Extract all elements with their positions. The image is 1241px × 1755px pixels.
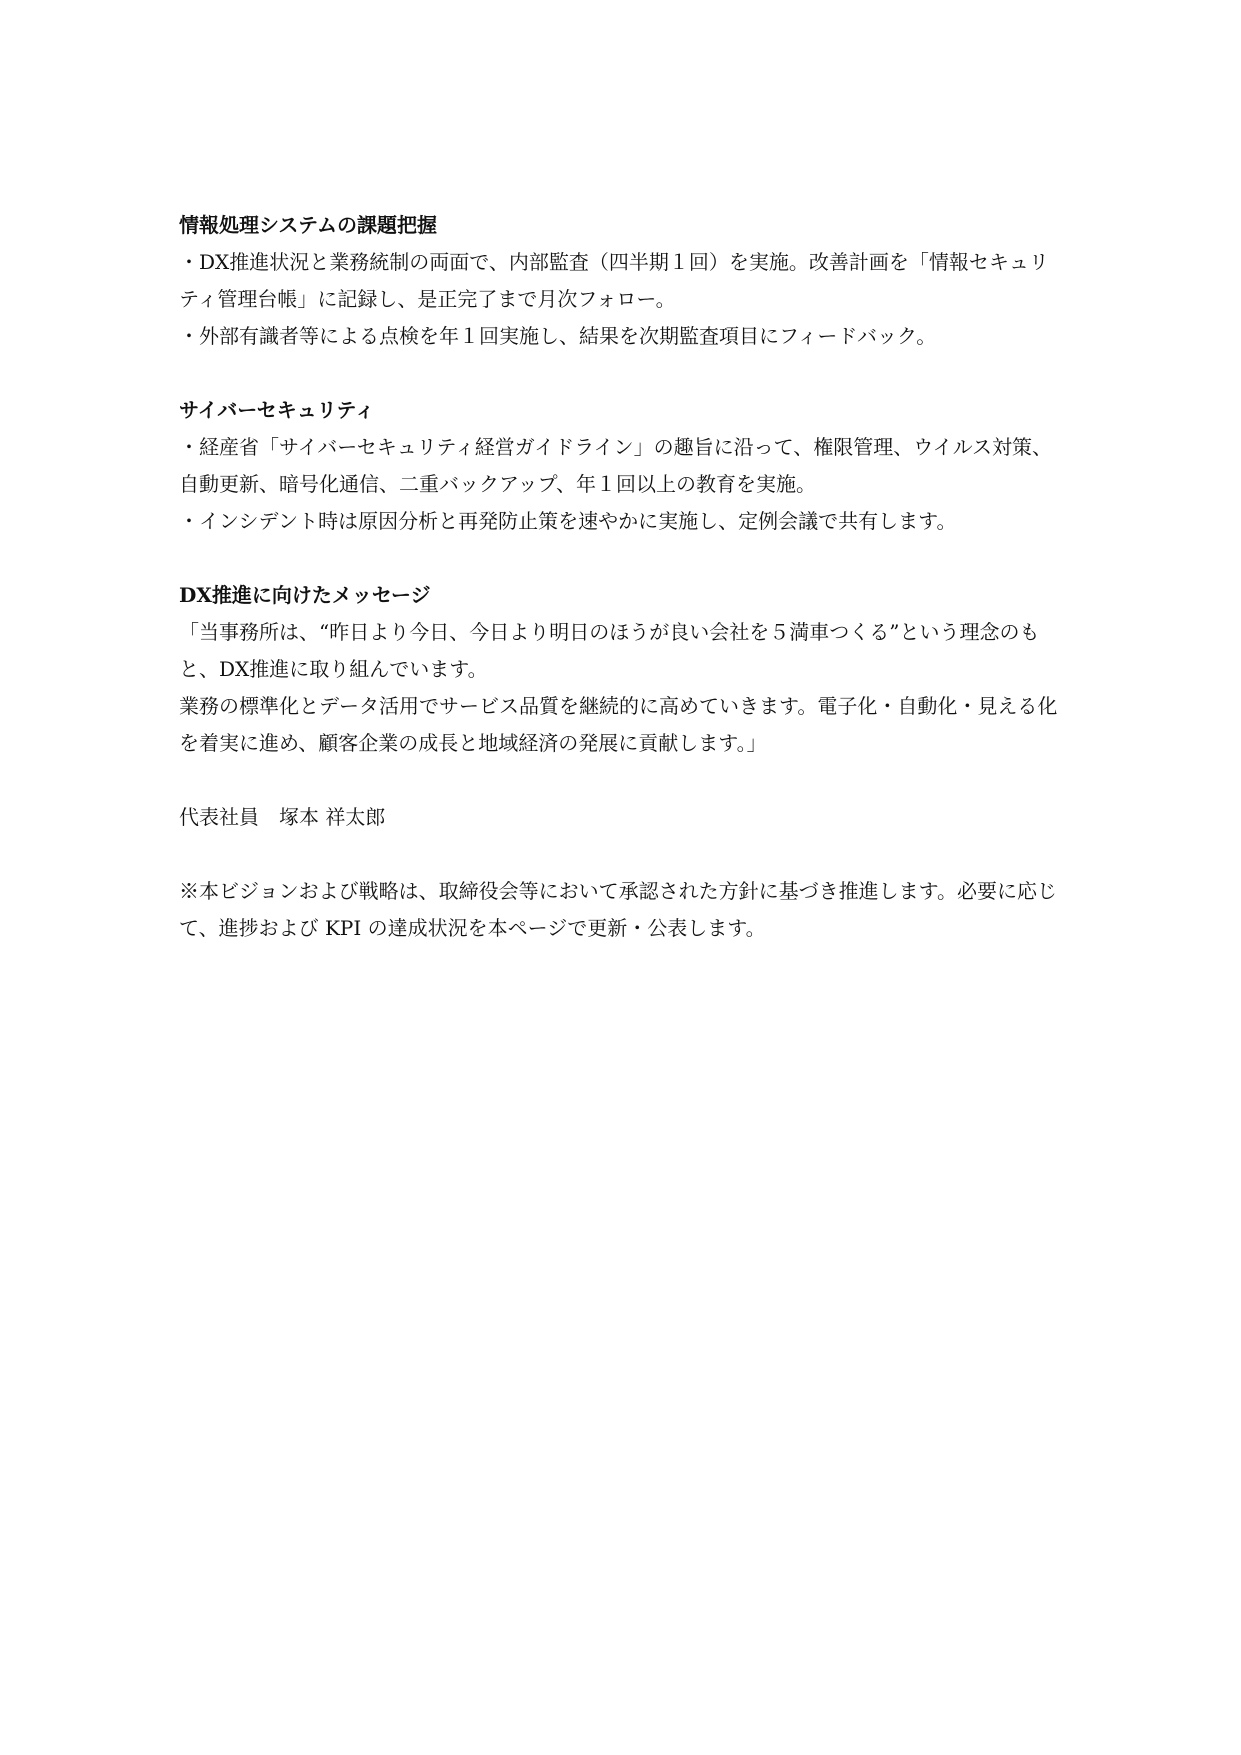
section-heading: サイバーセキュリティ xyxy=(179,398,375,422)
section-paragraph: ・DX推進状況と業務統制の両面で、内部監査（四半期１回）を実施。改善計画を「情報セキュリティ管理台帳」に記録し、是正完了まで月次フォロー。 xyxy=(179,250,1049,311)
spacer xyxy=(179,762,1059,799)
section-paragraph: 「当事務所は、“昨日より今日、今日より明日のほうが良い会社を５満車つくる”という理念のもと、DX推進に取り組んでいます。 xyxy=(179,620,1040,681)
section-dx-message xyxy=(179,577,1059,762)
section-heading: DX推進に向けたメッセージ xyxy=(179,583,431,607)
section-cybersecurity xyxy=(179,392,1059,540)
spacer xyxy=(179,836,1059,873)
section-paragraph: ・インシデント時は原因分析と再発防止策を速やかに実施し、定例会議で共有します。 xyxy=(179,509,957,533)
footnote: ※本ビジョンおよび戦略は、取締役会等において承認された方針に基づき推進します。必要に応じて、進捗および KPI の達成状況を本ページで更新・公表します。 xyxy=(179,879,1057,940)
section-system-issues xyxy=(179,207,1059,355)
document-page xyxy=(179,207,1059,947)
section-paragraph: ・外部有識者等による点検を年１回実施し、結果を次期監査項目にフィードバック。 xyxy=(179,324,937,348)
section-paragraph: 業務の標準化とデータ活用でサービス品質を継続的に高めていきます。電子化・自動化・見える化を着実に進め、顧客企業の成長と地域経済の発展に貢献します。」 xyxy=(179,694,1058,755)
section-paragraph: ・経産省「サイバーセキュリティ経営ガイドライン」の趣旨に沿って、権限管理、ウイルス対策、自動更新、暗号化通信、二重バックアップ、年１回以上の教育を実施。 xyxy=(179,435,1052,496)
section-heading: 情報処理システムの課題把握 xyxy=(179,213,437,237)
signature: 代表社員 塚本 祥太郎 xyxy=(179,805,386,829)
spacer xyxy=(179,355,1059,392)
spacer xyxy=(179,540,1059,577)
